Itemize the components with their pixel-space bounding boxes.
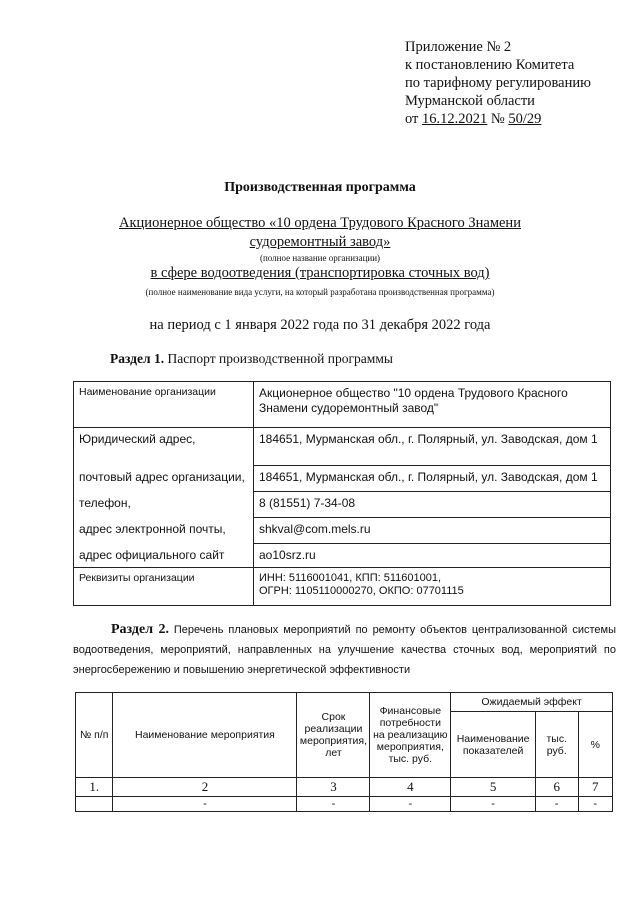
col-header-effect: Ожидаемый эффект bbox=[451, 693, 613, 712]
table-cell: 6 bbox=[535, 778, 578, 797]
table-cell: - bbox=[113, 797, 297, 812]
appendix-no-sign: № bbox=[490, 111, 505, 127]
appendix-line-5 bbox=[405, 110, 591, 128]
table-cell: 5 bbox=[451, 778, 536, 797]
organization-caption: (полное название организации) bbox=[259, 253, 381, 263]
phone-value: 8 (81551) 7-34-08 bbox=[254, 492, 611, 518]
col-header-rub: тыс. руб. bbox=[535, 712, 578, 778]
phone-label: телефон, bbox=[74, 492, 254, 518]
email-value: shkval@com.mels.ru bbox=[254, 518, 611, 544]
table-cell: - bbox=[370, 797, 451, 812]
table-cell: 2 bbox=[113, 778, 297, 797]
measures-table bbox=[75, 692, 613, 812]
postal-address-value: 184651, Мурманская обл., г. Полярный, ул. Заводская, дом 1 bbox=[254, 466, 611, 492]
section-1-title: Паспорт производственной программы bbox=[164, 351, 393, 366]
passport-table bbox=[73, 381, 611, 606]
col-header-term: Срок реализации мероприятия, лет bbox=[297, 693, 370, 778]
table-row-empty bbox=[76, 797, 613, 812]
table-cell: 7 bbox=[578, 778, 613, 797]
table-row bbox=[74, 466, 611, 492]
service-name: в сфере водоотведения (транспортировка сточных вод) bbox=[150, 265, 490, 281]
col-header-pct: % bbox=[578, 712, 613, 778]
col-header-name: Наименование мероприятия bbox=[113, 693, 297, 778]
organization-line-1: Акционерное общество «10 ордена Трудового Красного Знамени bbox=[119, 215, 521, 231]
org-name-value: Акционерное общество "10 ордена Трудового Красного Знамени судоремонтный завод" bbox=[254, 382, 611, 428]
table-row bbox=[74, 518, 611, 544]
requisites-value bbox=[254, 568, 611, 606]
program-period: на период с 1 января 2022 года по 31 декабря 2022 года bbox=[149, 317, 491, 333]
document-title: Производственная программа bbox=[224, 180, 416, 195]
table-row-numbers bbox=[76, 778, 613, 797]
section-2-title: Перечень плановых мероприятий по ремонту объектов централизованной системы водоотведения, мероприятий, направленных на улучшение качества сточных вод, мероприятий по энергосбережению и повышению энергетической эффективности bbox=[73, 624, 616, 676]
appendix-number: 50/29 bbox=[508, 111, 542, 127]
table-cell: - bbox=[451, 797, 536, 812]
website-label: адрес официального сайт bbox=[74, 544, 254, 568]
table-cell: - bbox=[297, 797, 370, 812]
table-cell bbox=[76, 797, 113, 812]
organization-name bbox=[100, 214, 540, 252]
table-cell: 4 bbox=[370, 778, 451, 797]
col-header-finance: Финансовые потребности на реализацию мероприятия, тыс. руб. bbox=[370, 693, 451, 778]
table-row bbox=[74, 544, 611, 568]
table-row bbox=[74, 428, 611, 466]
table-header-row bbox=[76, 693, 613, 712]
col-header-num: № п/п bbox=[76, 693, 113, 778]
table-cell: 1. bbox=[76, 778, 113, 797]
legal-address-label: Юридический адрес, bbox=[74, 428, 254, 466]
appendix-line-2: к постановлению Комитета bbox=[405, 57, 575, 73]
organization-line-2: судоремонтный завод» bbox=[249, 234, 391, 250]
appendix-header bbox=[405, 38, 591, 128]
appendix-from: от bbox=[405, 111, 419, 127]
table-row bbox=[74, 492, 611, 518]
requisites-line-1: ИНН: 5116001041, КПП: 511601001, bbox=[259, 572, 442, 584]
appendix-line-4: Мурманской области bbox=[405, 93, 535, 109]
col-header-indicator: Наименование показателей bbox=[451, 712, 536, 778]
website-value: ao10srz.ru bbox=[254, 544, 611, 568]
table-cell: - bbox=[535, 797, 578, 812]
legal-address-value: 184651, Мурманская обл., г. Полярный, ул. Заводская, дом 1 bbox=[254, 428, 611, 466]
section-2-heading bbox=[73, 620, 616, 680]
requisites-label: Реквизиты организации bbox=[74, 568, 254, 606]
email-label: адрес электронной почты, bbox=[74, 518, 254, 544]
appendix-line-3: по тарифному регулированию bbox=[405, 75, 591, 91]
table-cell: - bbox=[578, 797, 613, 812]
section-1-label: Раздел 1. bbox=[110, 351, 165, 366]
table-row bbox=[74, 382, 611, 428]
section-2-label: Раздел 2. bbox=[111, 622, 169, 637]
appendix-line-1: Приложение № 2 bbox=[405, 39, 512, 55]
org-name-label: Наименование организации bbox=[74, 382, 254, 428]
postal-address-label: почтовый адрес организации, bbox=[74, 466, 254, 492]
table-row bbox=[74, 568, 611, 606]
section-1-heading bbox=[110, 351, 393, 367]
requisites-line-2: ОГРН: 1105110000270, ОКПО: 07701115 bbox=[259, 585, 464, 597]
service-caption: (полное наименование вида услуги, на который разработана производственная программа) bbox=[145, 287, 495, 297]
appendix-date: 16.12.2021 bbox=[422, 111, 488, 127]
table-cell: 3 bbox=[297, 778, 370, 797]
